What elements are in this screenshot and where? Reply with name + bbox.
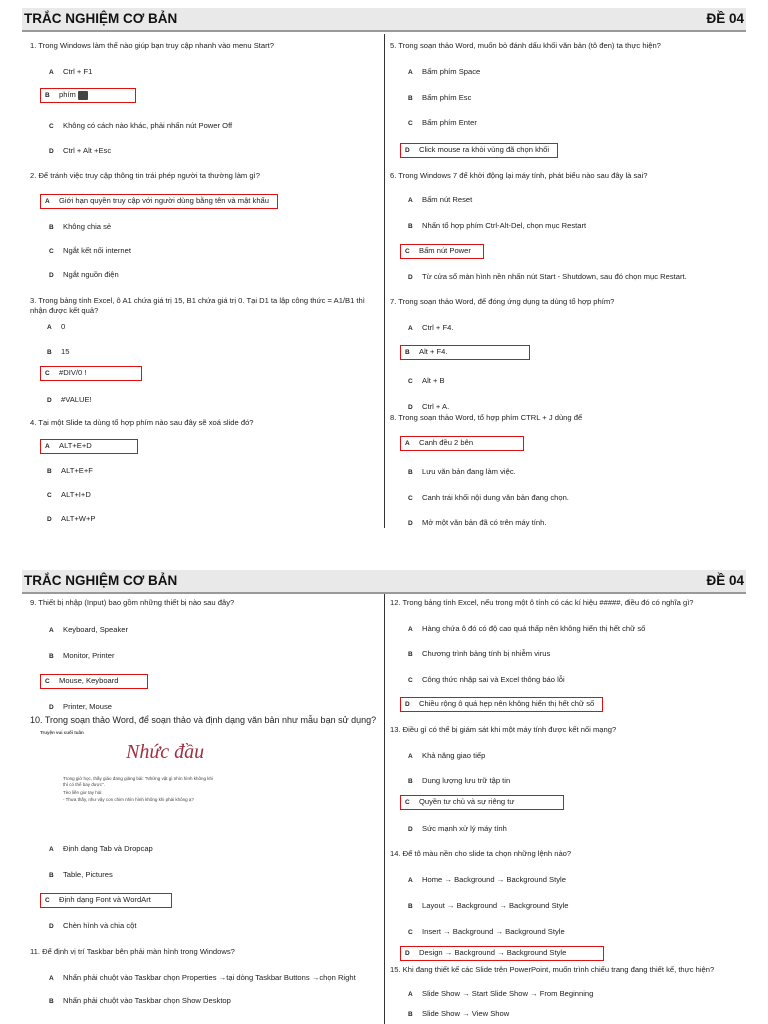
exam-code: ĐỀ 04 (706, 11, 744, 26)
quiz-page-2 (0, 562, 768, 1024)
question-7: 7. Trong soạn thảo Word, để đóng ứng dụng ta dùng tổ hợp phím? (390, 297, 615, 306)
option-6c-answer[interactable]: C Bấm nút Power (400, 244, 484, 259)
option-2b[interactable]: B Không chia sẻ (49, 222, 112, 231)
option-10b[interactable]: B Table, Pictures (49, 870, 113, 879)
option-6a[interactable]: A Bấm nút Reset (408, 195, 473, 204)
option-6d[interactable]: D Từ cửa sổ màn hình nền nhấn nút Start - Shutdown, sau đó chọn mục Restart. (408, 272, 687, 281)
column-divider (384, 594, 385, 1024)
option-9a[interactable]: A Keyboard, Speaker (49, 625, 129, 634)
option-7d[interactable]: D Ctrl + A. (408, 402, 450, 411)
option-8b[interactable]: B Lưu văn bản đang làm việc. (408, 467, 516, 476)
option-15a[interactable]: A Slide Show → Start Slide Show → From Beginning (408, 989, 594, 998)
question-11: 11. Để định vị trí Taskbar bên phải màn hình trong Windows? (30, 947, 235, 956)
sample-line-3: - Thưa thầy, như vậy con chim nhìn hình không khi phải không ạ? (63, 797, 194, 802)
question-13: 13. Điều gì có thể bị giám sát khi một máy tính được kết nối mạng? (390, 725, 617, 734)
question-5: 5. Trong soạn thảo Word, muốn bỏ đánh dấu khối văn bản (tô đen) ta thực hiện? (390, 41, 661, 50)
option-7c[interactable]: C Alt + B (408, 376, 445, 385)
sample-line-1: Trong giờ học, thầy giáo đang giảng bài: "Những vật gì nhìn hình không khi thì có thể bay được". (63, 776, 213, 787)
option-8a-answer[interactable]: A Canh đều 2 bên (400, 436, 524, 451)
exam-code: ĐỀ 04 (706, 573, 744, 588)
option-13c-answer[interactable]: C Quyền tư chủ và sự riêng tư (400, 795, 564, 810)
option-9c-answer[interactable]: C Mouse, Keyboard (40, 674, 148, 689)
question-10: 10. Trong soạn thảo Word, để soạn thảo và định dạng văn bản như mẫu bạn sử dụng? (30, 715, 377, 725)
option-1c[interactable]: C Không có cách nào khác, phải nhấn nút Power Off (49, 121, 233, 130)
option-1a[interactable]: A Ctrl + F1 (49, 67, 93, 76)
question-9: 9. Thiết bị nhập (Input) bao gồm những thiết bị nào sau đây? (30, 598, 235, 607)
option-13a[interactable]: A Khả năng giao tiếp (408, 751, 486, 760)
option-15b[interactable]: B Slide Show → View Show (408, 1009, 510, 1018)
option-3d[interactable]: D #VALUE! (47, 395, 92, 404)
option-7b-answer[interactable]: B Alt + F4. (400, 345, 530, 360)
option-4a-answer[interactable]: A ALT+E+D (40, 439, 138, 454)
option-1b-answer[interactable]: B phím (40, 88, 136, 103)
option-8d[interactable]: D Mở một văn bản đã có trên máy tính. (408, 518, 547, 527)
option-13d[interactable]: D Sức mạnh xử lý máy tính (408, 824, 507, 833)
page-gap (0, 531, 768, 562)
option-2c[interactable]: C Ngắt kết nối internet (49, 246, 131, 255)
sample-line-2: Tèo liền giơ tay hỏi: (63, 790, 103, 795)
question-1: 1. Trong Windows làm thế nào giúp bạn truy cập nhanh vào menu Start? (30, 41, 274, 50)
option-14a[interactable]: A Home → Background → Background Style (408, 875, 566, 884)
option-6b[interactable]: B Nhấn tổ hợp phím Ctrl-Alt-Del, chọn mục Restart (408, 221, 587, 230)
option-7a[interactable]: A Ctrl + F4. (408, 323, 454, 332)
option-9d[interactable]: D Printer, Mouse (49, 702, 112, 711)
question-3: 3. Trong bảng tính Excel, ô A1 chứa giá trị 15, B1 chứa giá trị 0. Tại D1 ta lập công thức = A1/B1 thì nhận được kết quả? (30, 296, 365, 315)
sample-caption: Truyện vui cuối tuần (40, 730, 84, 735)
option-3b[interactable]: B 15 (47, 347, 70, 356)
page-header (22, 570, 746, 594)
page-title: TRẮC NGHIỆM CƠ BẢN (24, 573, 178, 588)
question-6: 6. Trong Windows 7 để khởi động lại máy tính, phát biểu nào sau đây là sai? (390, 171, 648, 180)
option-5b[interactable]: B Bấm phím Esc (408, 93, 472, 102)
question-8: 8. Trong soạn thảo Word, tổ hợp phím CTRL + J dùng để (390, 413, 583, 422)
option-3a[interactable]: A 0 (47, 322, 66, 331)
page-header (22, 8, 746, 32)
option-12c[interactable]: C Công thức nhập sai và Excel thông báo lỗi (408, 675, 565, 684)
option-11a[interactable]: A Nhấn phải chuột vào Taskbar chọn Properties →tại dòng Taskbar Buttons →chọn Right (49, 973, 356, 982)
windows-key-icon (78, 91, 88, 100)
option-2d[interactable]: D Ngắt nguồn điện (49, 270, 119, 279)
option-9b[interactable]: B Monitor, Printer (49, 651, 115, 660)
option-5d-answer[interactable]: D Click mouse ra khỏi vùng đã chọn khối (400, 143, 558, 158)
option-14d-answer[interactable]: D Design → Background → Background Style (400, 946, 604, 961)
question-15: 15. Khi đang thiết kế các Slide trên PowerPoint, muốn trình chiếu trang đang thiết kế, thực hiện? (390, 965, 715, 974)
question-2: 2. Để tránh việc truy cập thông tin trái phép người ta thường làm gì? (30, 171, 260, 180)
option-12b[interactable]: B Chương trình bảng tính bị nhiễm virus (408, 649, 551, 658)
option-14c[interactable]: C Insert → Background → Background Style (408, 927, 565, 936)
option-12a[interactable]: A Hàng chứa ô đó có độ cao quá thấp nên không hiển thị hết chữ số (408, 624, 646, 633)
option-10c-answer[interactable]: C Định dạng Font và WordArt (40, 893, 172, 908)
option-4d[interactable]: D ALT+W+P (47, 514, 96, 523)
sample-wordart-title: Nhức đầu (126, 741, 205, 763)
question-4: 4. Tại một Slide ta dùng tổ hợp phím nào sau đây sẽ xoá slide đó? (30, 418, 254, 427)
option-10d[interactable]: D Chèn hình và chia cột (49, 921, 137, 930)
option-10a[interactable]: A Định dạng Tab và Dropcap (49, 844, 153, 853)
option-11b[interactable]: B Nhấn phải chuột vào Taskbar chọn Show Desktop (49, 996, 231, 1005)
option-8c[interactable]: C Canh trái khối nội dung văn bản đang chọn. (408, 493, 569, 502)
page-title: TRẮC NGHIỆM CƠ BẢN (24, 11, 178, 26)
question-14: 14. Để tô màu nền cho slide ta chọn những lệnh nào? (390, 849, 572, 858)
option-4b[interactable]: B ALT+E+F (47, 466, 93, 475)
option-4c[interactable]: C ALT+I+D (47, 490, 91, 499)
sample-document-image (38, 728, 238, 828)
option-1d[interactable]: D Ctrl + Alt +Esc (49, 146, 112, 155)
option-14b[interactable]: B Layout → Background → Background Style (408, 901, 569, 910)
column-divider (384, 34, 385, 528)
option-12d-answer[interactable]: D Chiều rộng ô quá hẹp nên không hiển thị hết chữ số (400, 697, 603, 712)
option-2a-answer[interactable]: A Giới hạn quyền truy cập với người dùng bằng tên và mật khẩu (40, 194, 278, 209)
option-13b[interactable]: B Dung lượng lưu trữ tập tin (408, 776, 511, 785)
option-5c[interactable]: C Bấm phím Enter (408, 118, 477, 127)
option-5a[interactable]: A Bấm phím Space (408, 67, 481, 76)
option-3c-answer[interactable]: C #DIV/0 ! (40, 366, 142, 381)
question-12: 12. Trong bảng tính Excel, nếu trong một ô tính có các kí hiệu #####, điều đó có nghĩa gì? (390, 598, 694, 607)
